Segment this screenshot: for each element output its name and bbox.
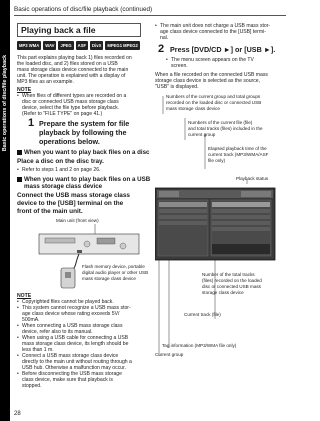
side-tab <box>0 0 10 421</box>
callout-file-numbers: and total tracks (files) included in the <box>188 126 263 131</box>
intro-line: mass storage class device connected to the main <box>17 67 129 73</box>
step-2-text: Press [DVD/CD ►] or [USB ►]. <box>170 45 276 54</box>
flash-device-label: mass storage class device <box>82 276 136 281</box>
callout-total-tracks: disc or connected USB mass <box>202 284 261 289</box>
usb-instruction: device to the [USB] terminal on the <box>17 200 124 207</box>
note-bullet-cont: mass storage class device, its length should be <box>22 341 129 347</box>
usb-heading-cont: mass storage class device <box>24 183 103 190</box>
step-1-number: 1 <box>28 117 35 129</box>
header-rule <box>14 15 286 16</box>
callout-total-tracks: storage class device <box>202 290 244 295</box>
square-bullet-icon <box>17 150 22 155</box>
note-bullet: • Connect a USB mass storage class device <box>17 353 118 359</box>
square-bullet-icon <box>17 177 22 182</box>
note-bullet-cont: (Refer to "FILE TYPE" on page 41.) <box>22 111 103 117</box>
note-bullet-cont: 500mA. <box>22 317 40 323</box>
callout-group-numbers: Numbers of the current group and total groups <box>166 94 261 99</box>
callout-total-tracks: (files) recorded on the loaded <box>202 278 262 283</box>
step-1-text: operations below. <box>39 137 100 146</box>
step-2-bullet: • The menu screen appears on the TV <box>166 57 254 63</box>
usb-source-note: storage class device is selected as the source, <box>155 78 261 84</box>
section-title: Playing back a file <box>17 23 141 37</box>
disc-bullet: • Refer to steps 1 and 2 on page 26. <box>17 167 100 173</box>
step-2-number: 2 <box>158 43 165 55</box>
note-bullet: • When connecting a USB mass storage class <box>17 323 123 329</box>
callout-elapsed-time: current track (MP3/WMA/ASF <box>208 152 269 157</box>
note-bullet-cont: USB hub. Otherwise a malfunction may occur. <box>22 365 126 371</box>
callout-file-numbers: Numbers of the current file (file) <box>188 120 253 125</box>
file-type-badges <box>17 41 140 50</box>
flash-device-label: digital audio player or other USB <box>82 270 149 275</box>
callout-elapsed-time: file only) <box>208 158 226 163</box>
note-bullet-cont: device, refer also to its manual. <box>22 329 93 335</box>
callout-tag-info: Tag information (MP3/WMA file only) <box>162 343 237 348</box>
usb-source-note: When a file recorded on the connected USB mass <box>155 72 268 78</box>
callout-group-numbers: recorded on the loaded disc or connected USB <box>166 100 262 105</box>
running-header: Basic operations of disc/file playback (continued) <box>14 6 153 13</box>
note-bullet-cont: stopped. <box>22 383 42 389</box>
note-bullet: • Before disconnecting the USB mass storage <box>17 371 122 377</box>
flash-device-label: Flash memory device, portable <box>82 264 145 269</box>
note-bullet: • When files of different types are recorded on a <box>17 93 126 99</box>
callout-elapsed-time: Elapsed playback time of the <box>208 146 267 151</box>
step-1-text: Prepare the system for file <box>39 119 130 128</box>
intro-line: This part explains playing back 1) files recorded on <box>17 55 132 61</box>
note-bullet-cont: less than 1 m. <box>22 347 54 353</box>
badge-mp3-wma: MP3 WMA <box>19 43 40 48</box>
intro-line: the loaded disc, and 2) files stored on a USB <box>17 61 118 67</box>
note-bullet-cont: class device, make sure that playback is <box>22 377 113 383</box>
callout-group-numbers: mass storage class device <box>166 106 220 111</box>
step-1-text: playback by following the <box>39 128 127 137</box>
callout-current-group: Current group <box>155 352 184 357</box>
intro-line: MP3 files as an example. <box>17 79 74 85</box>
badge-wav: WAV <box>45 43 55 48</box>
badge-mpeg: MPEG1 MPEG2 <box>107 43 138 48</box>
usb-charge-note: • The main unit does not charge a USB mass stor- <box>155 23 270 29</box>
usb-charge-note-cont: age class device connected to the [USB] termi- <box>160 29 266 35</box>
callout-file-numbers: current group <box>188 132 216 137</box>
callout-total-tracks: Number of the total tracks <box>202 272 255 277</box>
main-unit-label: Main unit (front view) <box>56 218 99 223</box>
note-bullet-cont: disc or connected USB mass storage class <box>22 99 119 105</box>
usb-charge-note-cont: nal. <box>160 35 169 41</box>
note-label: NOTE <box>17 87 32 93</box>
badge-jpeg: JPEG <box>60 43 72 48</box>
side-tab-label: Basic operations of disc/file playback <box>2 54 8 152</box>
step-2-bullet-cont: screen. <box>171 63 188 69</box>
note-bullet-cont: device, select the file type before playback. <box>22 105 120 111</box>
note-label: NOTE <box>17 293 32 299</box>
badge-asf: ASF <box>77 43 87 48</box>
intro-line: unit. The operation is explained with a display of <box>17 73 126 79</box>
usb-instruction: Connect the USB mass storage class <box>17 192 130 199</box>
usb-heading: When you want to play back files on a USB <box>24 176 151 183</box>
page-number: 28 <box>14 411 21 417</box>
usb-instruction: front of the main unit. <box>17 208 83 215</box>
callout-current-track: Current track (file) <box>184 312 221 317</box>
badge-divx: DivX <box>92 43 102 48</box>
note-bullet: • Copyrighted files cannot be played back. <box>17 299 114 305</box>
note-bullet-cont: directly to the main unit without routing through a <box>22 359 132 365</box>
usb-source-note: "USB" is displayed. <box>155 84 199 90</box>
disc-instruction: Place a disc on the disc tray. <box>17 158 104 165</box>
note-bullet-cont: age class device whose rating exceeds 5V/ <box>22 311 120 317</box>
note-bullet: • When using a USB cable for connecting a USB <box>17 335 128 341</box>
callout-playback-status: Playback status <box>236 176 269 181</box>
disc-heading: When you want to play back files on a disc <box>24 149 150 156</box>
note-bullet: • This system cannot recognize a USB mass stor- <box>17 305 131 311</box>
